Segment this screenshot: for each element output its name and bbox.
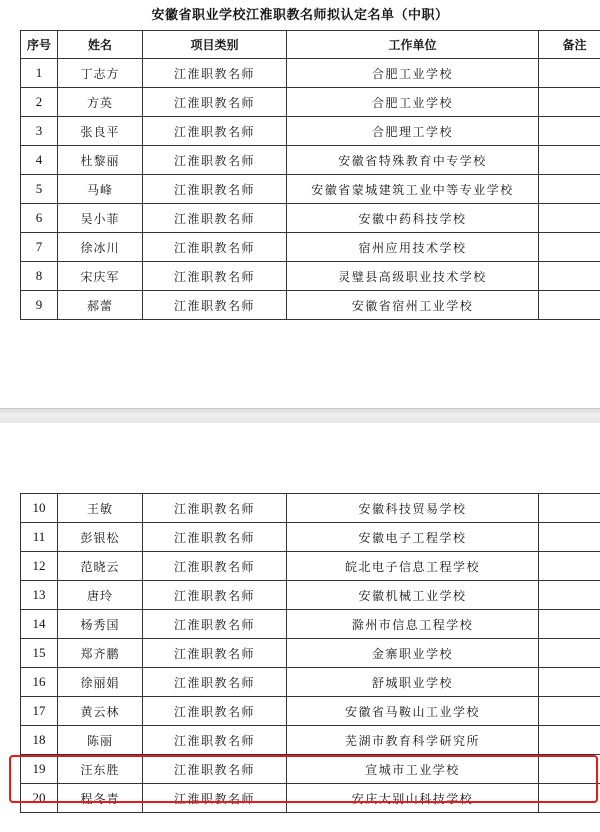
cell-project-category: 江淮职教名师 <box>143 581 287 610</box>
cell-name: 杨秀国 <box>58 610 143 639</box>
header-remarks: 备注 <box>539 31 600 59</box>
cell-work-unit: 安庆大别山科技学校 <box>287 784 539 813</box>
cell-serial-number: 11 <box>21 523 58 552</box>
cell-work-unit: 金寨职业学校 <box>287 639 539 668</box>
cell-name: 程冬青 <box>58 784 143 813</box>
cell-serial-number: 9 <box>21 291 58 320</box>
cell-remarks <box>539 726 600 755</box>
table-row <box>21 233 600 262</box>
table-row <box>21 610 600 639</box>
cell-serial-number: 4 <box>21 146 58 175</box>
cell-work-unit: 安徽省特殊教育中专学校 <box>287 146 539 175</box>
cell-remarks <box>539 494 600 523</box>
cell-serial-number: 12 <box>21 552 58 581</box>
cell-serial-number: 3 <box>21 117 58 146</box>
cell-work-unit: 安徽中药科技学校 <box>287 204 539 233</box>
cell-remarks <box>539 262 600 291</box>
cell-work-unit: 安徽机械工业学校 <box>287 581 539 610</box>
table-row <box>21 639 600 668</box>
table-row <box>21 726 600 755</box>
cell-work-unit: 宣城市工业学校 <box>287 755 539 784</box>
table-row <box>21 552 600 581</box>
cell-serial-number: 14 <box>21 610 58 639</box>
roster-body-page-2 <box>21 494 600 813</box>
table-row <box>21 668 600 697</box>
cell-remarks <box>539 291 600 320</box>
cell-project-category: 江淮职教名师 <box>143 523 287 552</box>
cell-project-category: 江淮职教名师 <box>143 494 287 523</box>
cell-work-unit: 滁州市信息工程学校 <box>287 610 539 639</box>
cell-name: 方英 <box>58 88 143 117</box>
header-project-category: 项目类别 <box>143 31 287 59</box>
cell-name: 吴小菲 <box>58 204 143 233</box>
cell-name: 张良平 <box>58 117 143 146</box>
cell-work-unit: 安徽省宿州工业学校 <box>287 291 539 320</box>
cell-serial-number: 1 <box>21 59 58 88</box>
cell-project-category: 江淮职教名师 <box>143 146 287 175</box>
table-row <box>21 291 600 320</box>
cell-remarks <box>539 523 600 552</box>
cell-name: 彭银松 <box>58 523 143 552</box>
cell-remarks <box>539 697 600 726</box>
cell-project-category: 江淮职教名师 <box>143 262 287 291</box>
cell-project-category: 江淮职教名师 <box>143 552 287 581</box>
cell-project-category: 江淮职教名师 <box>143 639 287 668</box>
table-row <box>21 175 600 204</box>
cell-remarks <box>539 755 600 784</box>
roster-table-page-1 <box>20 30 600 320</box>
cell-remarks <box>539 552 600 581</box>
cell-name: 郝蕾 <box>58 291 143 320</box>
cell-project-category: 江淮职教名师 <box>143 726 287 755</box>
cell-work-unit: 灵璧县高级职业技术学校 <box>287 262 539 291</box>
cell-name: 杜黎丽 <box>58 146 143 175</box>
table-row <box>21 59 600 88</box>
cell-serial-number: 8 <box>21 262 58 291</box>
cell-serial-number: 16 <box>21 668 58 697</box>
cell-project-category: 江淮职教名师 <box>143 610 287 639</box>
document-page-1 <box>0 0 600 408</box>
cell-serial-number: 18 <box>21 726 58 755</box>
table-row <box>21 581 600 610</box>
table-row <box>21 494 600 523</box>
cell-work-unit: 安徽科技贸易学校 <box>287 494 539 523</box>
cell-serial-number: 15 <box>21 639 58 668</box>
cell-remarks <box>539 88 600 117</box>
cell-name: 陈丽 <box>58 726 143 755</box>
document-page-2 <box>0 423 600 832</box>
cell-serial-number: 19 <box>21 755 58 784</box>
cell-name: 唐玲 <box>58 581 143 610</box>
cell-work-unit: 皖北电子信息工程学校 <box>287 552 539 581</box>
cell-serial-number: 13 <box>21 581 58 610</box>
cell-remarks <box>539 639 600 668</box>
cell-project-category: 江淮职教名师 <box>143 88 287 117</box>
cell-work-unit: 安徽电子工程学校 <box>287 523 539 552</box>
cell-remarks <box>539 784 600 813</box>
cell-name: 丁志方 <box>58 59 143 88</box>
cell-project-category: 江淮职教名师 <box>143 204 287 233</box>
cell-work-unit: 芜湖市教育科学研究所 <box>287 726 539 755</box>
cell-work-unit: 安徽省马鞍山工业学校 <box>287 697 539 726</box>
cell-name: 范晓云 <box>58 552 143 581</box>
cell-project-category: 江淮职教名师 <box>143 697 287 726</box>
cell-remarks <box>539 59 600 88</box>
document-title: 安徽省职业学校江淮职教名师拟认定名单（中职） <box>151 8 449 23</box>
cell-project-category: 江淮职教名师 <box>143 291 287 320</box>
cell-name: 宋庆军 <box>58 262 143 291</box>
cell-remarks <box>539 175 600 204</box>
cell-work-unit: 舒城职业学校 <box>287 668 539 697</box>
header-serial-number: 序号 <box>21 31 58 59</box>
header-name: 姓名 <box>58 31 143 59</box>
cell-name: 马峰 <box>58 175 143 204</box>
cell-project-category: 江淮职教名师 <box>143 117 287 146</box>
cell-work-unit: 宿州应用技术学校 <box>287 233 539 262</box>
table-row <box>21 784 600 813</box>
cell-serial-number: 20 <box>21 784 58 813</box>
cell-serial-number: 17 <box>21 697 58 726</box>
cell-remarks <box>539 581 600 610</box>
cell-project-category: 江淮职教名师 <box>143 784 287 813</box>
table-row <box>21 262 600 291</box>
roster-body-page-1 <box>21 59 600 320</box>
cell-remarks <box>539 233 600 262</box>
table-row <box>21 88 600 117</box>
cell-remarks <box>539 668 600 697</box>
cell-name: 徐冰川 <box>58 233 143 262</box>
cell-project-category: 江淮职教名师 <box>143 175 287 204</box>
cell-work-unit: 安徽省蒙城建筑工业中等专业学校 <box>287 175 539 204</box>
cell-serial-number: 10 <box>21 494 58 523</box>
roster-table-page-2 <box>20 493 600 813</box>
table-row <box>21 523 600 552</box>
cell-work-unit: 合肥理工学校 <box>287 117 539 146</box>
cell-project-category: 江淮职教名师 <box>143 755 287 784</box>
cell-remarks <box>539 146 600 175</box>
cell-name: 郑齐鹏 <box>58 639 143 668</box>
table-row <box>21 204 600 233</box>
cell-remarks <box>539 204 600 233</box>
page-separator <box>0 408 600 424</box>
cell-serial-number: 7 <box>21 233 58 262</box>
table-row <box>21 697 600 726</box>
header-work-unit: 工作单位 <box>287 31 539 59</box>
cell-name: 王敏 <box>58 494 143 523</box>
cell-serial-number: 6 <box>21 204 58 233</box>
table-row <box>21 755 600 784</box>
cell-serial-number: 5 <box>21 175 58 204</box>
cell-work-unit: 合肥工业学校 <box>287 59 539 88</box>
table-row <box>21 146 600 175</box>
cell-name: 黄云林 <box>58 697 143 726</box>
cell-project-category: 江淮职教名师 <box>143 59 287 88</box>
cell-project-category: 江淮职教名师 <box>143 233 287 262</box>
cell-name: 汪东胜 <box>58 755 143 784</box>
table-row <box>21 117 600 146</box>
cell-serial-number: 2 <box>21 88 58 117</box>
cell-name: 徐丽娟 <box>58 668 143 697</box>
cell-remarks <box>539 117 600 146</box>
cell-work-unit: 合肥工业学校 <box>287 88 539 117</box>
table-header-row <box>21 31 600 59</box>
cell-project-category: 江淮职教名师 <box>143 668 287 697</box>
cell-remarks <box>539 610 600 639</box>
